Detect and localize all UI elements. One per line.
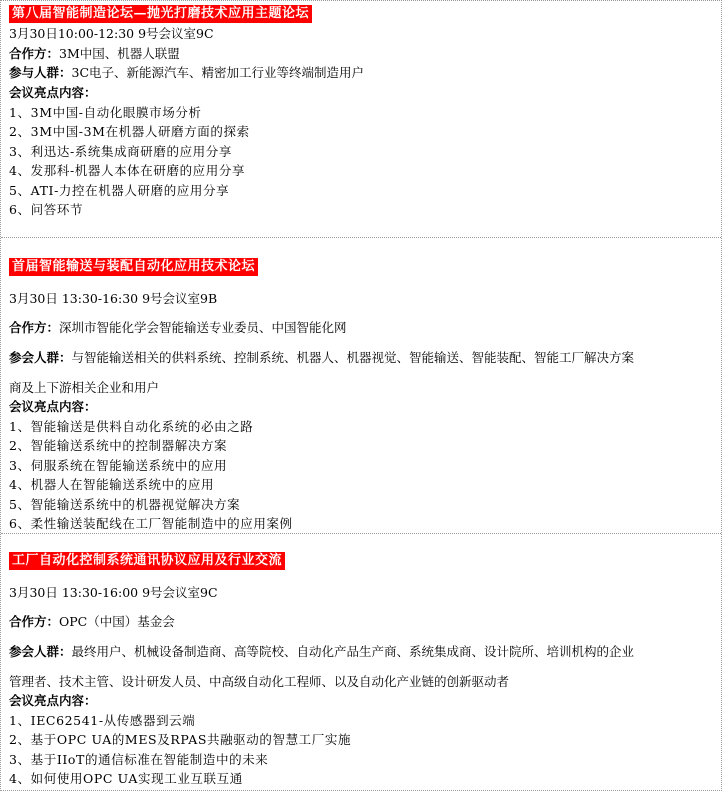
highlight-item: 3、利迅达-系统集成商研磨的应用分享 xyxy=(9,144,232,159)
forum-time: 3月30日10:00-12:30 9号会议室9C xyxy=(9,26,214,41)
forum-attendees xyxy=(9,64,717,82)
attendees-label: 参会人群： xyxy=(9,644,72,659)
forum-title: 工厂自动化控制系统通讯协议应用及行业交流 xyxy=(9,552,285,570)
forum-attendees-continued: 管理者、技术主管、设计研发人员、中高级自动化工程师、以及自动化产业链的创新驱动者 xyxy=(9,674,510,689)
forum-title: 首届智能输送与装配自动化应用技术论坛 xyxy=(9,258,258,276)
forum-time: 3月30日 13:30-16:30 9号会议室9B xyxy=(9,291,218,306)
organizer-value: 深圳市智能化学会智能输送专业委员、中国智能化网 xyxy=(59,320,347,335)
highlight-item: 1、IEC62541-从传感器到云端 xyxy=(9,713,196,728)
highlights-label: 会议亮点内容： xyxy=(9,399,97,414)
forum-title: 第八届智能制造论坛—抛光打磨技术应用主题论坛 xyxy=(9,5,312,23)
forum-attendees xyxy=(9,349,717,367)
attendees-value: 与智能输送相关的供料系统、控制系统、机器人、机器视觉、智能输送、智能装配、智能工厂解决方案 xyxy=(71,350,635,365)
highlight-item: 4、如何使用OPC UA实现工业互联互通 xyxy=(9,771,243,786)
organizer-label: 合作方： xyxy=(9,46,60,61)
forum-organizer xyxy=(9,613,717,631)
forum-organizer xyxy=(9,45,717,63)
highlight-item: 5、ATI-力控在机器人研磨的应用分享 xyxy=(9,183,230,198)
highlight-item: 4、发那科-机器人本体在研磨的应用分享 xyxy=(9,163,246,178)
highlight-item: 6、问答环节 xyxy=(9,202,84,217)
forum-attendees-continued: 商及上下游相关企业和用户 xyxy=(9,380,160,395)
highlight-item: 4、机器人在智能输送系统中的应用 xyxy=(9,477,215,492)
forum-time: 3月30日 13:30-16:00 9号会议室9C xyxy=(9,585,218,600)
attendees-value: 最终用户、机械设备制造商、高等院校、自动化产品生产商、系统集成商、设计院所、培训机构的企业 xyxy=(71,644,635,659)
forum-attendees xyxy=(9,643,717,661)
organizer-label: 合作方： xyxy=(9,614,60,629)
highlights-label: 会议亮点内容： xyxy=(9,693,97,708)
highlight-item: 6、柔性输送装配线在工厂智能制造中的应用案例 xyxy=(9,516,293,531)
forum-section-1 xyxy=(1,1,721,238)
attendees-label: 参会人群： xyxy=(9,350,72,365)
organizer-value: OPC（中国）基金会 xyxy=(59,614,175,629)
attendees-label: 参与人群： xyxy=(9,65,72,80)
highlight-item: 2、3M中国-3M在机器人研磨方面的探索 xyxy=(9,124,250,139)
highlights-label: 会议亮点内容： xyxy=(9,85,97,100)
organizer-value: 3M中国、机器人联盟 xyxy=(59,46,180,61)
highlight-item: 1、智能输送是供料自动化系统的必由之路 xyxy=(9,419,254,434)
forum-organizer xyxy=(9,319,717,337)
attendees-value: 3C电子、新能源汽车、精密加工行业等终端制造用户 xyxy=(71,65,365,80)
forum-section-3 xyxy=(1,534,721,790)
organizer-label: 合作方： xyxy=(9,320,60,335)
highlight-item: 2、基于OPC UA的MES及RPAS共融驱动的智慧工厂实施 xyxy=(9,732,352,747)
highlight-item: 1、3M中国-自动化眼膜市场分析 xyxy=(9,105,202,120)
highlight-item: 3、基于IIoT的通信标准在智能制造中的未来 xyxy=(9,752,269,767)
highlight-item: 3、伺服系统在智能输送系统中的应用 xyxy=(9,458,228,473)
forum-section-2 xyxy=(1,238,721,534)
highlight-item: 5、智能输送系统中的机器视觉解决方案 xyxy=(9,497,241,512)
highlight-item: 2、智能输送系统中的控制器解决方案 xyxy=(9,438,228,453)
